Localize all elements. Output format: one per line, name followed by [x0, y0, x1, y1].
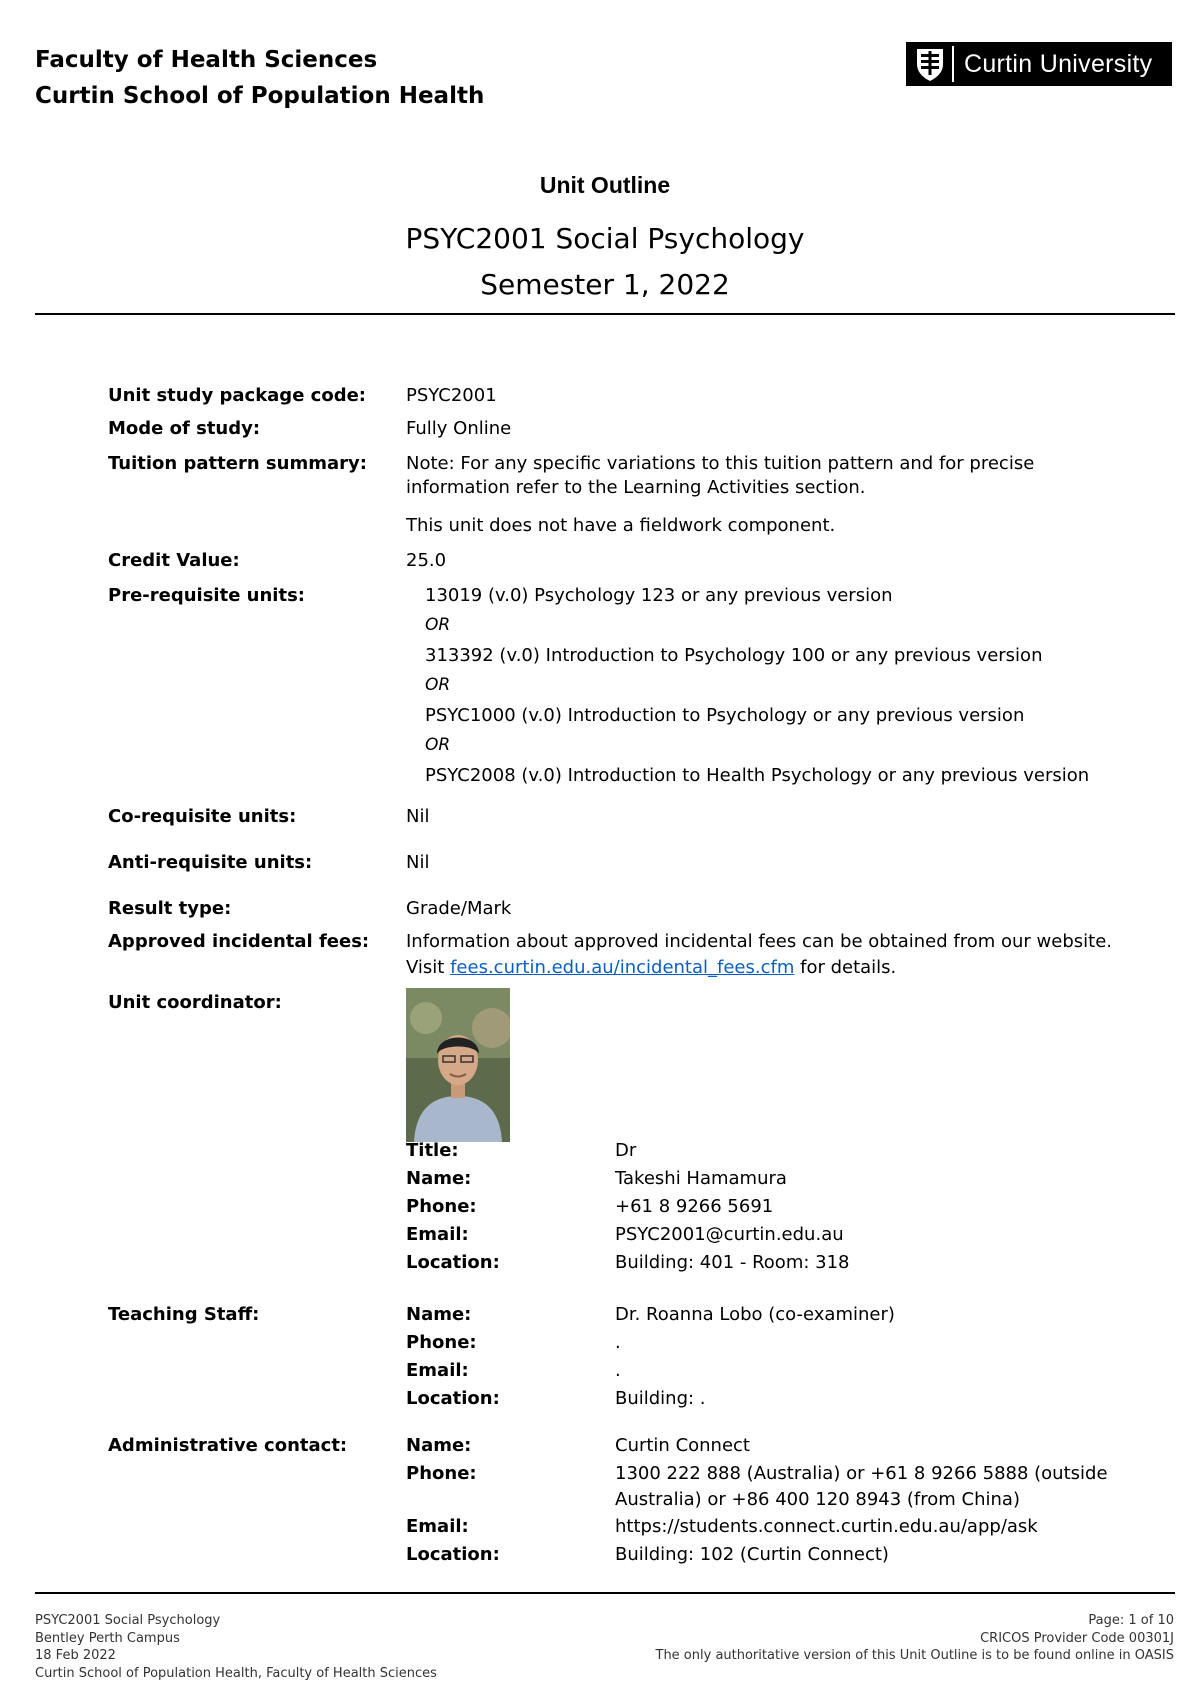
- teaching-email: .: [615, 1360, 621, 1381]
- coordinator-location-label: Location:: [406, 1252, 500, 1273]
- prereq-item-2: 313392 (v.0) Introduction to Psychology 100 or any previous version: [425, 645, 1043, 666]
- teaching-phone: .: [615, 1332, 621, 1353]
- teaching-location: Building: .: [615, 1388, 706, 1409]
- semester-title: Semester 1, 2022: [480, 268, 730, 301]
- fees-visit: Visit: [406, 957, 445, 978]
- fees-line1: Information about approved incidental fees can be obtained from our website.: [406, 931, 1112, 952]
- coordinator-name-label: Name:: [406, 1168, 472, 1189]
- coordinator-email: PSYC2001@curtin.edu.au: [615, 1224, 844, 1245]
- admin-contact-label: Administrative contact:: [108, 1435, 348, 1456]
- footer-unit: PSYC2001 Social Psychology: [35, 1613, 221, 1628]
- package-code-label: Unit study package code:: [108, 385, 366, 406]
- curtin-logo: [906, 42, 1172, 86]
- mode-label: Mode of study:: [108, 418, 261, 439]
- coordinator-label: Unit coordinator:: [108, 992, 282, 1013]
- footer-divider: [35, 1592, 1175, 1594]
- antireq-label: Anti-requisite units:: [108, 852, 313, 873]
- admin-name: Curtin Connect: [615, 1435, 750, 1456]
- fieldwork-note: This unit does not have a fieldwork component.: [406, 515, 836, 536]
- fees-label: Approved incidental fees:: [108, 931, 370, 952]
- admin-location-label: Location:: [406, 1544, 500, 1565]
- admin-phone-line1: 1300 222 888 (Australia) or +61 8 9266 5888 (outside: [615, 1463, 1108, 1484]
- coordinator-title-label: Title:: [406, 1140, 459, 1161]
- admin-phone-label: Phone:: [406, 1463, 477, 1484]
- coordinator-title: Dr: [615, 1140, 637, 1161]
- prereq-item-4: PSYC2008 (v.0) Introduction to Health Psychology or any previous version: [425, 765, 1090, 786]
- tuition-note-line2: information refer to the Learning Activities section.: [406, 477, 866, 498]
- coreq-label: Co-requisite units:: [108, 806, 297, 827]
- coordinator-phone: +61 8 9266 5691: [615, 1196, 774, 1217]
- faculty-name: Faculty of Health Sciences: [35, 47, 378, 73]
- doc-type-title: Unit Outline: [539, 172, 671, 198]
- footer-school: Curtin School of Population Health, Faculty of Health Sciences: [35, 1665, 437, 1681]
- footer-left: [35, 1612, 437, 1682]
- footer-date: 18 Feb 2022: [35, 1648, 116, 1663]
- fees-tail: for details.: [800, 957, 897, 978]
- faculty-header: [35, 42, 484, 114]
- school-name: Curtin School of Population Health: [35, 83, 485, 109]
- page-number: Page: 1 of 10: [1088, 1613, 1174, 1628]
- admin-phone-line2: Australia) or +86 400 120 8943 (from China): [615, 1489, 1020, 1510]
- prereq-or-2: OR: [425, 675, 451, 695]
- result-label: Result type:: [108, 898, 232, 919]
- admin-location: Building: 102 (Curtin Connect): [615, 1544, 889, 1565]
- coordinator-photo: [406, 988, 510, 1142]
- teaching-staff-label: Teaching Staff:: [108, 1304, 260, 1325]
- admin-email: https://students.connect.curtin.edu.au/app/ask: [615, 1516, 1038, 1537]
- result-value: Grade/Mark: [406, 898, 512, 919]
- prereq-or-1: OR: [425, 615, 451, 635]
- unit-title: PSYC2001 Social Psychology: [405, 222, 805, 255]
- crest-icon: [914, 46, 946, 82]
- prereq-item-1: 13019 (v.0) Psychology 123 or any previous version: [425, 585, 893, 606]
- footer-right: [656, 1612, 1175, 1665]
- teaching-email-label: Email:: [406, 1360, 469, 1381]
- teaching-location-label: Location:: [406, 1388, 500, 1409]
- coreq-value: Nil: [406, 806, 430, 827]
- mode-value: Fully Online: [406, 418, 512, 439]
- antireq-value: Nil: [406, 852, 430, 873]
- fees-link[interactable]: fees.curtin.edu.au/incidental_fees.cfm: [450, 957, 795, 978]
- tuition-note-line1: Note: For any specific variations to this tuition pattern and for precise: [406, 453, 1035, 474]
- teaching-name: Dr. Roanna Lobo (co-examiner): [615, 1304, 895, 1325]
- package-code-value: PSYC2001: [406, 385, 497, 406]
- coordinator-location: Building: 401 - Room: 318: [615, 1252, 850, 1273]
- teaching-phone-label: Phone:: [406, 1332, 477, 1353]
- prereq-item-3: PSYC1000 (v.0) Introduction to Psychology or any previous version: [425, 705, 1025, 726]
- logo-text: Curtin University: [964, 49, 1153, 78]
- cricos-code: CRICOS Provider Code 00301J: [980, 1630, 1174, 1646]
- credit-value: 25.0: [406, 550, 447, 571]
- prereq-or-3: OR: [425, 735, 451, 755]
- title-divider: [35, 313, 1175, 315]
- prereq-label: Pre-requisite units:: [108, 585, 305, 606]
- tuition-label: Tuition pattern summary:: [108, 453, 367, 474]
- footer-campus: Bentley Perth Campus: [35, 1630, 180, 1646]
- coordinator-email-label: Email:: [406, 1224, 469, 1245]
- credit-label: Credit Value:: [108, 550, 240, 571]
- coordinator-phone-label: Phone:: [406, 1196, 477, 1217]
- fees-line2: [406, 957, 896, 978]
- admin-name-label: Name:: [406, 1435, 472, 1456]
- admin-email-label: Email:: [406, 1516, 469, 1537]
- coordinator-name: Takeshi Hamamura: [615, 1168, 787, 1189]
- teaching-name-label: Name:: [406, 1304, 472, 1325]
- authoritative-note: The only authoritative version of this Unit Outline is to be found online in OASIS: [655, 1648, 1174, 1663]
- logo-divider: [952, 46, 954, 82]
